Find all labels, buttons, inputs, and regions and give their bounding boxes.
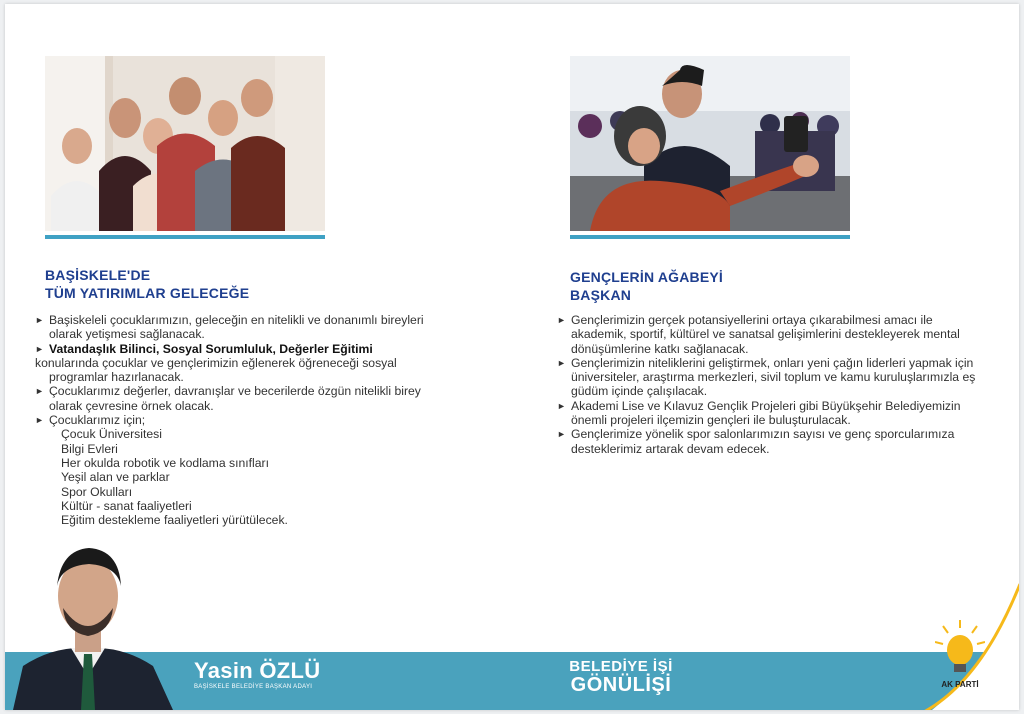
list-item — [35, 313, 455, 342]
left-heading — [45, 266, 249, 302]
list-item-text: Akademi Lise ve Kılavuz Gençlik Projeleri gibi Büyükşehir Belediyemizin önemli projeleri ilçemizin gençleri ile buluşturulacak. — [571, 398, 961, 428]
list-item-text: Gençlerimize yönelik spor salonlarımızın sayısı ve genç sporcularımıza desteklerimiz artarak devam edecek. — [571, 427, 955, 456]
triangle-bullet-icon: ► — [557, 315, 566, 325]
lightbulb-logo-icon — [935, 620, 985, 684]
list-item-bold-text: Vatandaşlık Bilinci, Sosyal Sorumluluk, Değerler Eğitimi — [49, 341, 373, 356]
right-bullet-list — [557, 313, 977, 456]
sub-list-item: Kültür - sanat faaliyetleri — [61, 498, 192, 513]
list-item-text: Çocuklarımız için; — [49, 413, 146, 428]
list-item — [557, 399, 977, 428]
selfie-photo — [570, 56, 850, 231]
right-heading-line1: GENÇLERİN AĞABEYİ — [570, 269, 724, 285]
left-heading-line2: TÜM YATIRIMLAR GELECEĞE — [45, 285, 250, 301]
triangle-bullet-icon: ► — [557, 400, 566, 411]
brochure-page — [5, 4, 1019, 710]
family-photo — [45, 56, 325, 231]
candidate-title: BAŞİSKELE BELEDİYE BAŞKAN ADAYI — [194, 684, 313, 690]
triangle-bullet-icon: ► — [557, 357, 566, 368]
list-item — [557, 356, 977, 399]
party-name: AK PARTİ — [941, 680, 979, 689]
list-item-text: Çocuklarımız değerler, davranışlar ve becerilerde özgün nitelikli birey olarak çevresine örnek olacak. — [49, 384, 421, 413]
right-heading-line2: BAŞKAN — [570, 287, 632, 303]
left-bullet-list — [35, 313, 455, 527]
sub-list-item: Spor Okulları — [61, 484, 133, 499]
slogan-line2: GÖNÜLİŞİ — [570, 674, 672, 696]
photo-accent-bar — [45, 235, 325, 239]
list-item — [35, 384, 455, 413]
triangle-bullet-icon: ► — [557, 429, 566, 440]
list-item-text: Gençlerimizin niteliklerini geliştirmek, onları yeni çağın liderleri yapmak için üniversiteler, araştırma merkezleri, sivil toplum ve kamu kuruluşlarımızla eş güdüm içinde çalışılacak. — [571, 355, 976, 399]
photo-accent-bar — [570, 235, 850, 239]
list-item — [557, 427, 977, 456]
sub-list-item: Bilgi Evleri — [61, 441, 118, 456]
triangle-bullet-icon: ► — [35, 315, 44, 325]
candidate-name: Yasin ÖZLÜ — [194, 658, 321, 683]
sub-list-item: Çocuk Üniversitesi — [61, 427, 162, 442]
triangle-bullet-icon: ► — [35, 386, 44, 397]
list-item-text: Başiskeleli çocuklarımızın, geleceğin en nitelikli ve donanımlı bireyleri olarak yetişmesi sağlanacak. — [49, 313, 424, 342]
triangle-bullet-icon: ► — [35, 415, 44, 426]
slogan-line1: BELEDİYE İŞİ — [569, 658, 673, 675]
list-item — [35, 342, 455, 385]
sub-list-item: Eğitim destekleme faaliyetleri yürütülecek. — [61, 513, 288, 528]
list-item — [35, 413, 455, 427]
triangle-bullet-icon: ► — [35, 343, 44, 354]
list-item-text: Gençlerimizin gerçek potansiyellerini ortaya çıkarabilmesi amacı ile akademik, sportif, kültürel ve sanatsal gelişimlerini destekleyerek mental dönüşümlerine katkı sağlanacak. — [571, 313, 960, 356]
right-heading — [570, 268, 723, 304]
candidate-portrait — [13, 536, 183, 710]
sub-list-item: Her okulda robotik ve kodlama sınıfları — [61, 455, 269, 470]
left-heading-line1: BAŞİSKELE'DE — [45, 267, 151, 283]
list-item-text: konularında çocuklar ve gençlerimizin eğlenerek öğreneceği sosyal programlar hazırlanacak. — [35, 355, 397, 385]
sub-list-item: Yeşil alan ve parklar — [61, 470, 170, 485]
list-item — [557, 313, 977, 356]
